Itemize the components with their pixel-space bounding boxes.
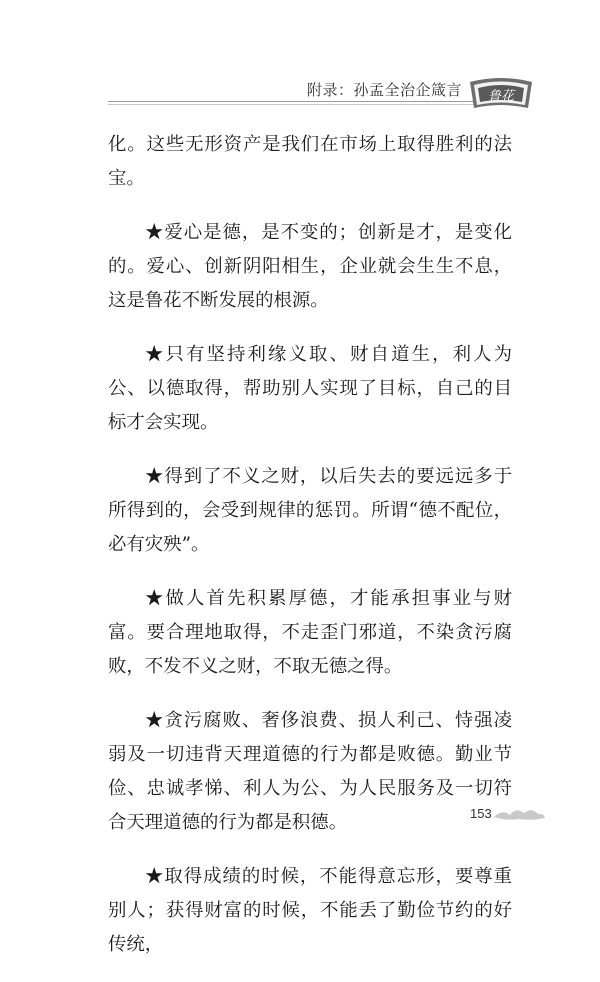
header-rule-thin xyxy=(108,104,498,105)
header-title: 附录：孙孟全治企箴言 xyxy=(306,81,462,99)
maxim-paragraph: ★取得成绩的时候，不能得意忘形，要尊重别人；获得财富的时候，不能丢了勤俭节约的好传统， xyxy=(108,866,512,955)
page-ornament-icon xyxy=(492,805,546,823)
running-header xyxy=(0,0,600,110)
maxim-paragraph: ★得到了不义之财，以后失去的要远远多于所得到的，会受到规律的惩罚。所谓“德不配位，必有灾殃”。 xyxy=(108,466,512,555)
luhua-logo xyxy=(466,72,536,112)
maxim-paragraph: ★贪污腐败、奢侈浪费、损人利己、恃强凌弱及一切违背天理道德的行为都是败德。勤业节俭、忠诚孝悌、利人为公、为人民服务及一切符合天理道德的行为都是积德。 xyxy=(108,710,512,833)
paragraph-continuation: 化。这些无形资产是我们在市场上取得胜利的法宝。 xyxy=(108,134,512,189)
body-text xyxy=(108,128,512,982)
maxim-paragraph: ★做人首先积累厚德，才能承担事业与财富。要合理地取得，不走歪门邪道，不染贪污腐败，不发不义之财，不取无德之得。 xyxy=(108,588,512,677)
header-rule xyxy=(108,101,498,102)
maxim-paragraph: ★爱心是德，是不变的；创新是才，是变化的。爱心、创新阴阳相生，企业就会生生不息，这是鲁花不断发展的根源。 xyxy=(108,222,512,311)
page-number: 153 xyxy=(470,806,492,821)
logo-text: 鲁花 xyxy=(487,89,515,104)
maxim-paragraph: ★只有坚持利缘义取、财自道生，利人为公、以德取得，帮助别人实现了目标，自己的目标才会实现。 xyxy=(108,344,512,433)
